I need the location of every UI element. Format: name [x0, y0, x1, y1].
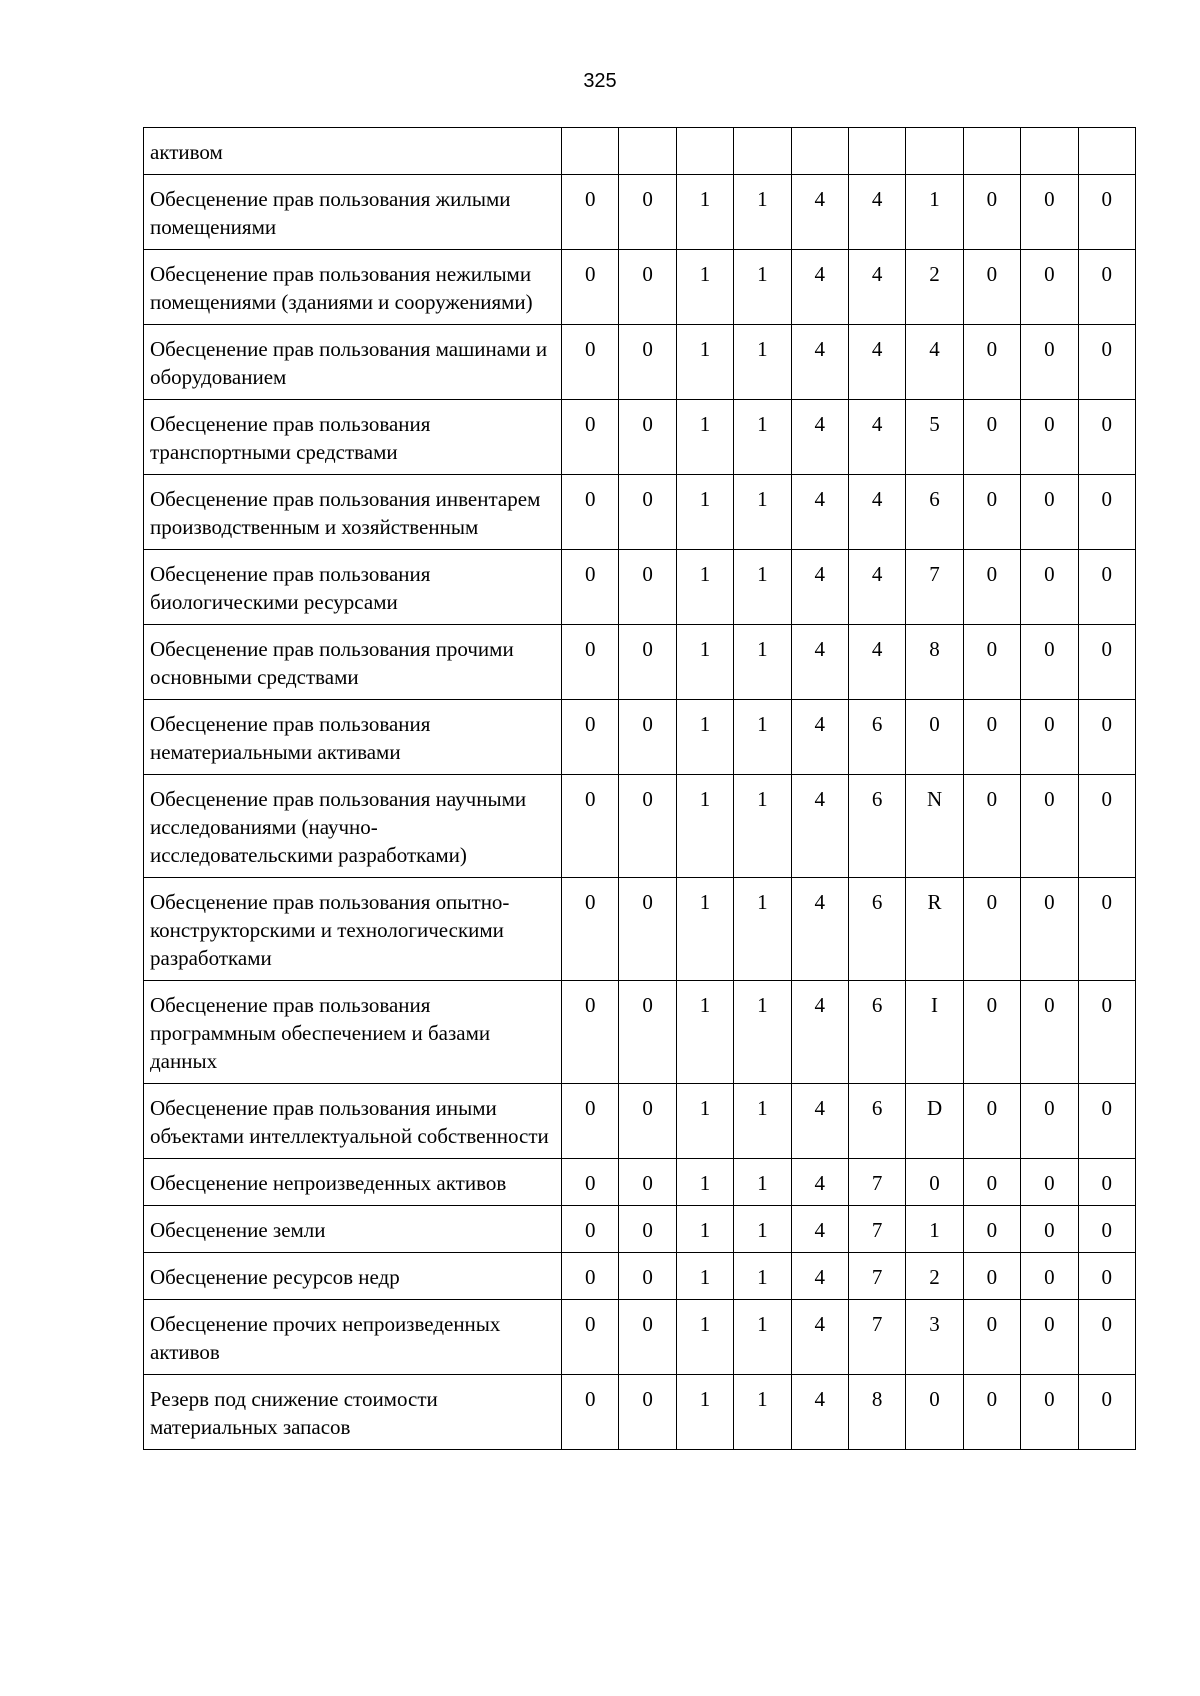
code-digit-cell: 4	[791, 400, 848, 475]
code-digit-cell: 0	[1021, 878, 1078, 981]
code-digit-cell: 0	[562, 1206, 619, 1253]
code-digit-cell: 1	[734, 325, 791, 400]
code-digit-cell: 0	[619, 1300, 676, 1375]
code-digit-cell: 0	[1078, 981, 1135, 1084]
code-digit-cell: 1	[734, 625, 791, 700]
code-digit-cell: 4	[791, 775, 848, 878]
code-digit-cell: 0	[619, 550, 676, 625]
table-row	[144, 1253, 1136, 1300]
code-digit-cell: 0	[1021, 775, 1078, 878]
table-row	[144, 1300, 1136, 1375]
code-digit-cell: 7	[848, 1253, 905, 1300]
table-row	[144, 325, 1136, 400]
code-digit-cell: 0	[1021, 1375, 1078, 1450]
code-digit-cell: 6	[906, 475, 963, 550]
code-digit-cell: 0	[963, 1375, 1020, 1450]
code-digit-cell: 1	[734, 1206, 791, 1253]
code-digit-cell: 0	[1021, 400, 1078, 475]
code-digit-cell: 0	[906, 1375, 963, 1450]
code-digit-cell: 1	[906, 175, 963, 250]
code-digit-cell: 4	[848, 400, 905, 475]
code-digit-cell: 1	[734, 981, 791, 1084]
code-digit-cell: 0	[963, 878, 1020, 981]
code-digit-cell: 0	[619, 625, 676, 700]
code-digit-cell: 1	[734, 1159, 791, 1206]
code-digit-cell: 0	[562, 981, 619, 1084]
table-row	[144, 981, 1136, 1084]
code-digit-cell: 0	[906, 700, 963, 775]
table-row	[144, 775, 1136, 878]
code-digit-cell: 1	[734, 250, 791, 325]
code-digit-cell: D	[906, 1084, 963, 1159]
code-digit-cell: 0	[1021, 700, 1078, 775]
table-row	[144, 175, 1136, 250]
code-digit-cell: 0	[1021, 475, 1078, 550]
code-digit-cell: 0	[562, 625, 619, 700]
code-digit-cell: 0	[1078, 700, 1135, 775]
code-digit-cell: 4	[791, 700, 848, 775]
code-digit-cell: 1	[734, 475, 791, 550]
code-digit-cell: 4	[906, 325, 963, 400]
code-digit-cell: 6	[848, 775, 905, 878]
code-digit-cell: 0	[619, 250, 676, 325]
code-digit-cell: 1	[676, 1375, 733, 1450]
code-digit-cell: 0	[619, 400, 676, 475]
code-digit-cell: 0	[1021, 1206, 1078, 1253]
code-digit-cell: 4	[848, 250, 905, 325]
code-digit-cell: 7	[906, 550, 963, 625]
code-digit-cell: 0	[1078, 175, 1135, 250]
code-digit-cell: 0	[1021, 981, 1078, 1084]
row-label: Обесценение прав пользования нематериальными активами	[144, 700, 562, 775]
code-digit-cell: 0	[963, 400, 1020, 475]
code-digit-cell: 0	[1078, 1300, 1135, 1375]
code-digit-cell: 4	[848, 175, 905, 250]
code-digit-cell: 6	[848, 700, 905, 775]
code-digit-cell: 0	[562, 325, 619, 400]
code-digit-cell: 1	[906, 1206, 963, 1253]
row-label: Обесценение прав пользования опытно-конструкторскими и технологическими разработками	[144, 878, 562, 981]
code-digit-cell: 1	[676, 1206, 733, 1253]
code-digit-cell: 0	[562, 1253, 619, 1300]
row-label: Обесценение прав пользования научными исследованиями (научно-исследовательскими разработками)	[144, 775, 562, 878]
code-digit-cell: 6	[848, 981, 905, 1084]
code-digit-cell: 0	[619, 775, 676, 878]
code-digit-cell: 0	[562, 475, 619, 550]
code-digit-cell: 1	[676, 625, 733, 700]
code-digit-cell: 1	[676, 250, 733, 325]
code-digit-cell: 0	[1021, 1253, 1078, 1300]
table-row	[144, 625, 1136, 700]
table-row	[144, 1206, 1136, 1253]
code-digit-cell: 0	[1021, 325, 1078, 400]
code-digit-cell: 0	[619, 1084, 676, 1159]
code-digit-cell: 0	[562, 550, 619, 625]
code-digit-cell: 0	[562, 1375, 619, 1450]
code-digit-cell: 4	[791, 1159, 848, 1206]
code-digit-cell: 1	[676, 700, 733, 775]
code-digit-cell: 1	[676, 550, 733, 625]
code-digit-cell: 4	[791, 1253, 848, 1300]
code-digit-cell: 0	[562, 1159, 619, 1206]
code-digit-cell: 0	[1078, 550, 1135, 625]
code-digit-cell: 4	[791, 1375, 848, 1450]
table-row	[144, 1375, 1136, 1450]
code-digit-cell: 1	[676, 981, 733, 1084]
code-digit-cell	[963, 128, 1020, 175]
code-digit-cell: 0	[963, 700, 1020, 775]
code-digit-cell: 0	[963, 981, 1020, 1084]
code-digit-cell: 0	[1078, 475, 1135, 550]
code-digit-cell: 1	[734, 550, 791, 625]
code-digit-cell: 1	[734, 1300, 791, 1375]
code-digit-cell: 2	[906, 250, 963, 325]
table-row	[144, 550, 1136, 625]
code-digit-cell: 1	[734, 175, 791, 250]
row-label: Обесценение прав пользования биологическими ресурсами	[144, 550, 562, 625]
code-digit-cell: 4	[791, 550, 848, 625]
code-digit-cell: 1	[734, 1084, 791, 1159]
code-digit-cell: 1	[676, 1159, 733, 1206]
code-digit-cell: 1	[676, 878, 733, 981]
code-digit-cell	[562, 128, 619, 175]
code-digit-cell: 8	[906, 625, 963, 700]
code-digit-cell: 0	[619, 700, 676, 775]
table-row	[144, 400, 1136, 475]
row-label: Обесценение прав пользования транспортными средствами	[144, 400, 562, 475]
code-digit-cell: 4	[848, 550, 905, 625]
code-digit-cell: 0	[963, 1300, 1020, 1375]
code-digit-cell: 4	[791, 325, 848, 400]
code-digit-cell: 0	[963, 1253, 1020, 1300]
code-digit-cell: 0	[1078, 775, 1135, 878]
code-digit-cell: 7	[848, 1159, 905, 1206]
code-digit-cell: 4	[791, 1300, 848, 1375]
code-digit-cell: 0	[619, 175, 676, 250]
code-digit-cell: 0	[619, 1253, 676, 1300]
account-codes-table	[143, 127, 1136, 1450]
table-row	[144, 128, 1136, 175]
code-digit-cell: 1	[676, 1084, 733, 1159]
code-digit-cell: 0	[1078, 400, 1135, 475]
row-label: Обесценение прав пользования инвентарем производственным и хозяйственным	[144, 475, 562, 550]
table-row	[144, 878, 1136, 981]
code-digit-cell: 1	[734, 1375, 791, 1450]
code-digit-cell: 1	[676, 1253, 733, 1300]
code-digit-cell: 0	[619, 1206, 676, 1253]
code-digit-cell: 4	[791, 250, 848, 325]
code-digit-cell: 4	[791, 475, 848, 550]
code-digit-cell	[619, 128, 676, 175]
code-digit-cell: 0	[619, 325, 676, 400]
code-digit-cell: R	[906, 878, 963, 981]
code-digit-cell: 1	[734, 400, 791, 475]
code-digit-cell	[734, 128, 791, 175]
code-digit-cell	[848, 128, 905, 175]
code-digit-cell: 0	[1078, 1375, 1135, 1450]
code-digit-cell: 7	[848, 1300, 905, 1375]
code-digit-cell: 0	[1021, 1084, 1078, 1159]
code-digit-cell: 0	[619, 1159, 676, 1206]
code-digit-cell: 3	[906, 1300, 963, 1375]
code-digit-cell: 6	[848, 1084, 905, 1159]
code-digit-cell: 6	[848, 878, 905, 981]
code-digit-cell: 1	[676, 325, 733, 400]
code-digit-cell: 0	[1078, 1206, 1135, 1253]
code-digit-cell: 1	[676, 1300, 733, 1375]
code-digit-cell: 0	[1021, 1300, 1078, 1375]
code-digit-cell: 0	[1021, 550, 1078, 625]
code-digit-cell: 0	[963, 775, 1020, 878]
code-digit-cell: 1	[734, 878, 791, 981]
code-digit-cell: N	[906, 775, 963, 878]
code-digit-cell: 4	[848, 625, 905, 700]
code-digit-cell: 0	[619, 475, 676, 550]
code-digit-cell: 0	[963, 1206, 1020, 1253]
code-digit-cell: 0	[562, 700, 619, 775]
code-digit-cell: 1	[676, 400, 733, 475]
code-digit-cell: 4	[791, 625, 848, 700]
code-digit-cell: 4	[791, 175, 848, 250]
code-digit-cell: 0	[963, 625, 1020, 700]
code-digit-cell	[676, 128, 733, 175]
code-digit-cell: 0	[1078, 325, 1135, 400]
code-digit-cell: 0	[562, 775, 619, 878]
code-digit-cell: 1	[734, 775, 791, 878]
code-digit-cell: 0	[1078, 625, 1135, 700]
row-label: Обесценение ресурсов недр	[144, 1253, 562, 1300]
code-digit-cell: 1	[676, 475, 733, 550]
code-digit-cell: 0	[562, 1300, 619, 1375]
code-digit-cell: 8	[848, 1375, 905, 1450]
code-digit-cell: 0	[562, 175, 619, 250]
code-digit-cell: 4	[791, 878, 848, 981]
code-digit-cell: 0	[1021, 1159, 1078, 1206]
code-digit-cell: 4	[848, 475, 905, 550]
table-row	[144, 1159, 1136, 1206]
code-digit-cell: 0	[906, 1159, 963, 1206]
table-row	[144, 475, 1136, 550]
row-label: Обесценение земли	[144, 1206, 562, 1253]
code-digit-cell: 0	[963, 1084, 1020, 1159]
table-row	[144, 1084, 1136, 1159]
code-digit-cell: 0	[963, 475, 1020, 550]
code-digit-cell: 0	[963, 550, 1020, 625]
table-row	[144, 700, 1136, 775]
code-digit-cell: 4	[848, 325, 905, 400]
code-digit-cell: 0	[1078, 1084, 1135, 1159]
code-digit-cell: 0	[1021, 625, 1078, 700]
code-digit-cell: 0	[1021, 250, 1078, 325]
code-digit-cell: 0	[963, 325, 1020, 400]
row-label: Резерв под снижение стоимости материальных запасов	[144, 1375, 562, 1450]
code-digit-cell: 4	[791, 1084, 848, 1159]
code-digit-cell: 1	[734, 700, 791, 775]
code-digit-cell: 0	[562, 1084, 619, 1159]
code-digit-cell: 0	[963, 1159, 1020, 1206]
code-digit-cell	[1021, 128, 1078, 175]
code-digit-cell: 0	[963, 175, 1020, 250]
code-digit-cell	[906, 128, 963, 175]
code-digit-cell: 0	[1078, 250, 1135, 325]
row-label: Обесценение прав пользования машинами и оборудованием	[144, 325, 562, 400]
code-digit-cell: 0	[562, 878, 619, 981]
row-label: Обесценение прав пользования программным обеспечением и базами данных	[144, 981, 562, 1084]
code-digit-cell: 2	[906, 1253, 963, 1300]
code-digit-cell: 0	[1021, 175, 1078, 250]
row-label: Обесценение прав пользования иными объектами интеллектуальной собственности	[144, 1084, 562, 1159]
code-digit-cell: 0	[619, 878, 676, 981]
row-label: Обесценение прав пользования прочими основными средствами	[144, 625, 562, 700]
code-digit-cell: 0	[619, 981, 676, 1084]
code-digit-cell: 0	[1078, 1253, 1135, 1300]
code-digit-cell: 0	[1078, 1159, 1135, 1206]
row-label: Обесценение прочих непроизведенных активов	[144, 1300, 562, 1375]
code-digit-cell: 0	[619, 1375, 676, 1450]
row-label: активом	[144, 128, 562, 175]
row-label: Обесценение прав пользования нежилыми помещениями (зданиями и сооружениями)	[144, 250, 562, 325]
table-row	[144, 250, 1136, 325]
code-digit-cell: 5	[906, 400, 963, 475]
code-digit-cell: 0	[1078, 878, 1135, 981]
code-digit-cell: 1	[676, 775, 733, 878]
code-digit-cell	[791, 128, 848, 175]
page-number: 325	[583, 70, 617, 92]
code-digit-cell	[1078, 128, 1135, 175]
code-digit-cell: 1	[734, 1253, 791, 1300]
code-digit-cell: 0	[562, 400, 619, 475]
code-digit-cell: 0	[562, 250, 619, 325]
code-digit-cell: 0	[963, 250, 1020, 325]
row-label: Обесценение прав пользования жилыми помещениями	[144, 175, 562, 250]
code-digit-cell: 1	[676, 175, 733, 250]
code-digit-cell: 7	[848, 1206, 905, 1253]
row-label: Обесценение непроизведенных активов	[144, 1159, 562, 1206]
code-digit-cell: I	[906, 981, 963, 1084]
code-digit-cell: 4	[791, 1206, 848, 1253]
code-digit-cell: 4	[791, 981, 848, 1084]
